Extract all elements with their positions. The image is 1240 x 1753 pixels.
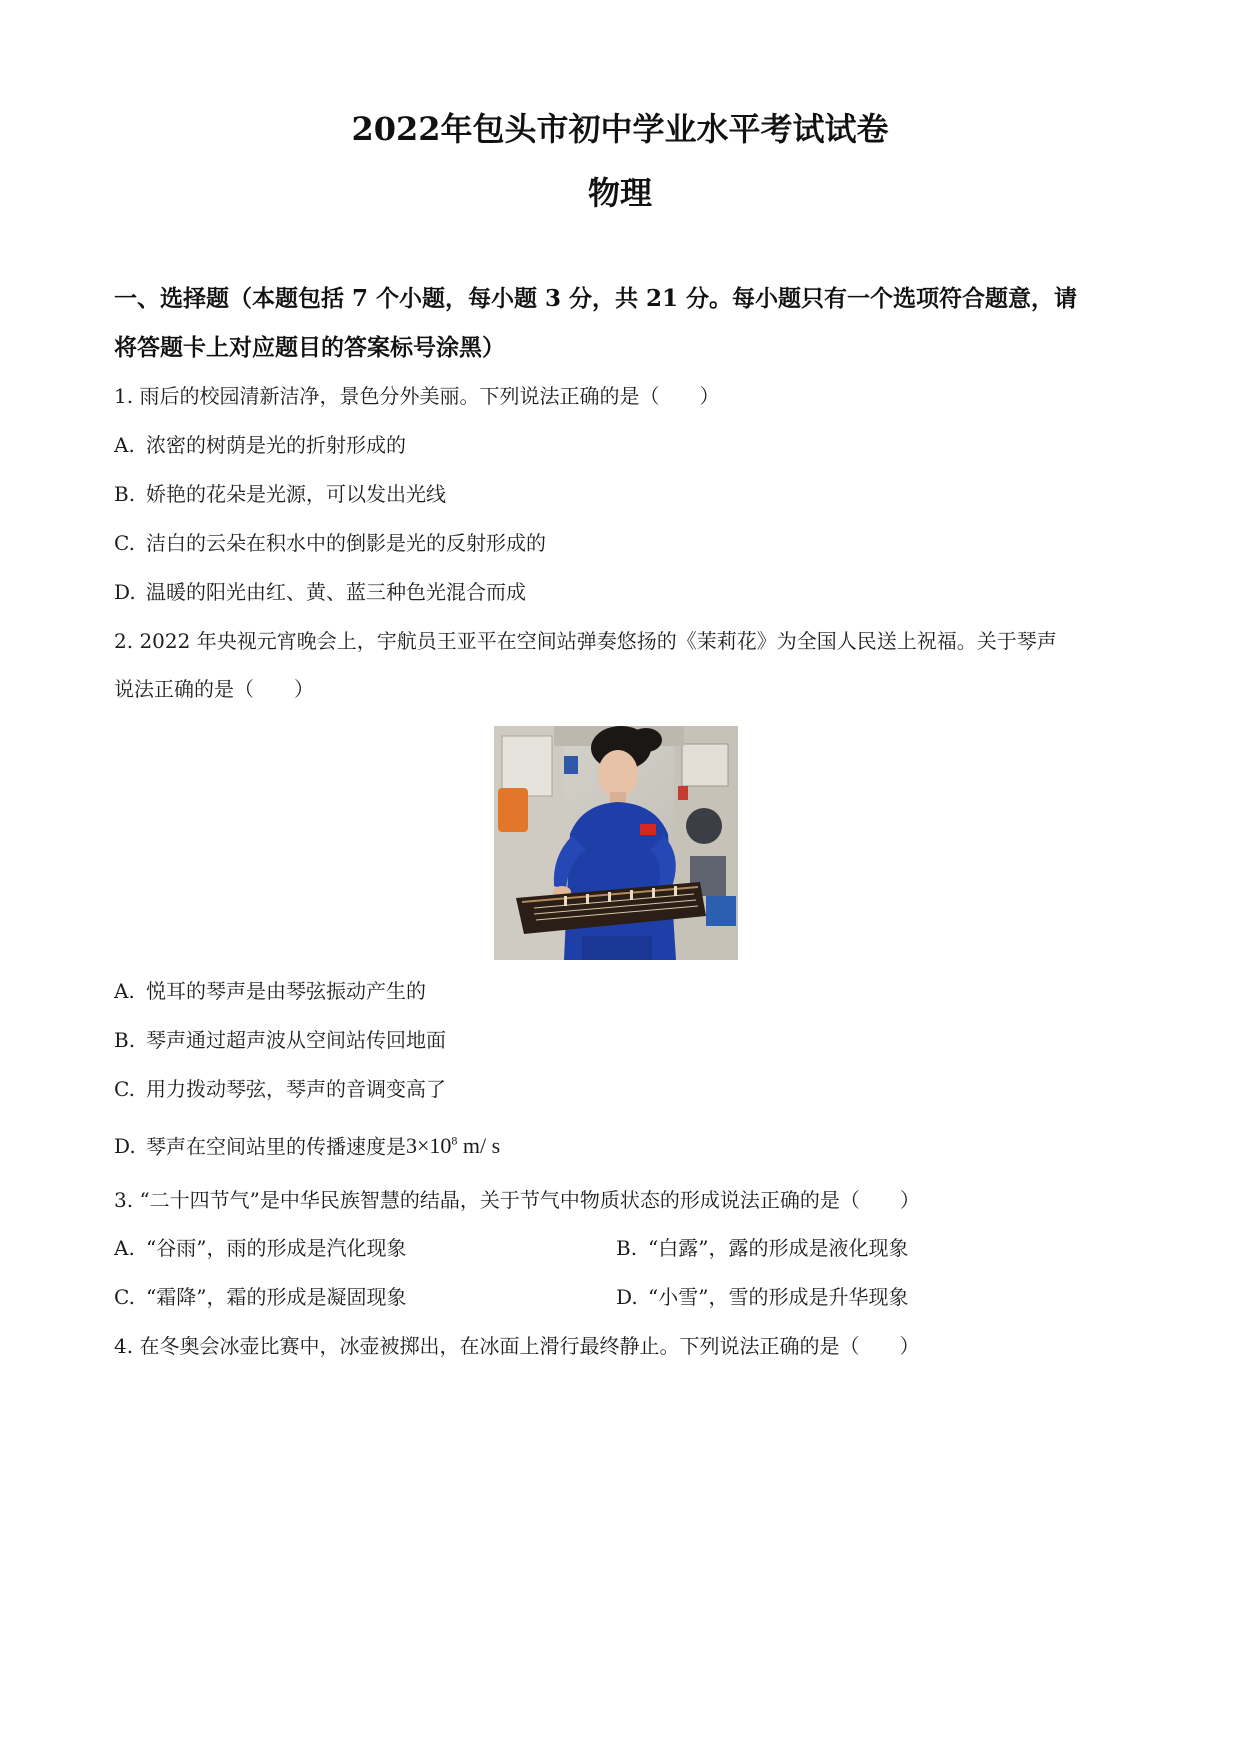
option-letter: A. bbox=[114, 433, 135, 457]
question-1-stem: 1. 雨后的校园清新洁净，景色分外美丽。下列说法正确的是（ ） bbox=[114, 384, 720, 408]
option-text: “谷雨”，雨的形成是汽化现象 bbox=[146, 1236, 407, 1260]
option-text: 琴声在空间站里的传播速度是 bbox=[146, 1134, 406, 1159]
section-heading-line2: 将答题卡上对应题目的答案标号涂黑） bbox=[114, 334, 505, 361]
option-text: “白露”，露的形成是液化现象 bbox=[648, 1236, 909, 1260]
option-letter: A. bbox=[114, 1236, 135, 1260]
option-text: “小雪”，雪的形成是升华现象 bbox=[648, 1285, 909, 1309]
option-letter: A. bbox=[114, 979, 135, 1003]
option-text: 洁白的云朵在积水中的倒影是光的反射形成的 bbox=[146, 531, 546, 555]
question-1-option-b bbox=[114, 479, 446, 509]
section-heading-line1: 一、选择题（本题包括 7 个小题，每小题 3 分，共 21 分。每小题只有一个选项符合题意，请 bbox=[114, 285, 1078, 312]
formula-unit: m/ s bbox=[457, 1133, 501, 1159]
question-1-option-a bbox=[114, 430, 406, 460]
question-2-option-a bbox=[114, 976, 426, 1006]
question-4-stem: 4. 在冬奥会冰壶比赛中，冰壶被掷出，在冰面上滑行最终静止。下列说法正确的是（ ） bbox=[114, 1334, 920, 1358]
subject-title: 物理 bbox=[587, 174, 652, 212]
question-1-option-c bbox=[114, 528, 546, 558]
option-text: 浓密的树荫是光的折射形成的 bbox=[146, 433, 406, 457]
question-1-option-d bbox=[114, 577, 526, 607]
formula-base: 3×10 bbox=[406, 1133, 452, 1159]
astronaut-guzheng-photo bbox=[494, 726, 738, 960]
option-letter: D. bbox=[616, 1285, 638, 1309]
option-letter: B. bbox=[114, 1028, 136, 1052]
question-2-stem-line1: 2. 2022 年央视元宵晚会上，宇航员王亚平在空间站弹奏悠扬的《茉莉花》为全国人民送上祝福。关于琴声 bbox=[114, 629, 1057, 653]
section-heading bbox=[114, 274, 1134, 372]
option-letter: C. bbox=[114, 1077, 135, 1101]
option-text: 娇艳的花朵是光源，可以发出光线 bbox=[146, 482, 446, 506]
option-letter: D. bbox=[114, 580, 136, 604]
option-letter: B. bbox=[114, 482, 136, 506]
option-text: 用力拨动琴弦，琴声的音调变高了 bbox=[146, 1077, 446, 1101]
option-letter: D. bbox=[114, 1134, 136, 1159]
formula-exponent: 8 bbox=[451, 1134, 458, 1148]
question-2-option-d bbox=[114, 1126, 500, 1161]
option-letter: B. bbox=[616, 1236, 638, 1260]
option-text: “霜降”，霜的形成是凝固现象 bbox=[146, 1285, 407, 1309]
question-3-option-a bbox=[114, 1233, 406, 1263]
option-text: 悦耳的琴声是由琴弦振动产生的 bbox=[146, 979, 426, 1003]
option-letter: C. bbox=[114, 531, 135, 555]
exam-title: 2022年包头市初中学业水平考试试卷 bbox=[351, 110, 889, 148]
question-2-stem-line2: 说法正确的是（ ） bbox=[114, 677, 314, 701]
question-2-option-b bbox=[114, 1025, 446, 1055]
speed-formula bbox=[406, 1133, 500, 1158]
question-3-stem: 3. “二十四节气”是中华民族智慧的结晶，关于节气中物质状态的形成说法正确的是（ ） bbox=[114, 1188, 920, 1212]
question-3-option-c bbox=[114, 1282, 406, 1312]
question-2-option-c bbox=[114, 1074, 446, 1104]
question-3-option-d bbox=[616, 1282, 908, 1312]
option-text: 温暖的阳光由红、黄、蓝三种色光混合而成 bbox=[146, 580, 526, 604]
option-text: 琴声通过超声波从空间站传回地面 bbox=[146, 1028, 446, 1052]
question-3-option-b bbox=[616, 1233, 908, 1263]
option-letter: C. bbox=[114, 1285, 135, 1309]
